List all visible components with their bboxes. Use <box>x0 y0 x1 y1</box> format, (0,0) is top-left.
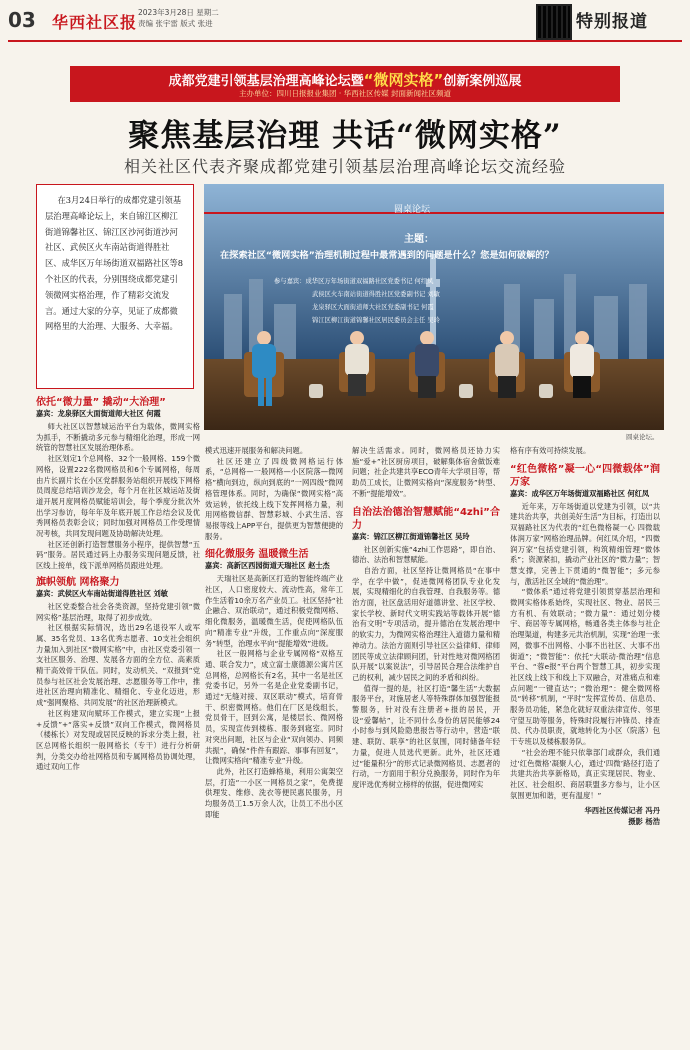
column-3 <box>352 446 500 791</box>
paragraph: 社区划定1个总网格、32个一般网格、159个微网格，设置222名微网格员和6个专属网格，每周由片长副片长在小区党群服务站组织开展线下网格员周度总结培训沙龙会，每个月在社区城运站及街道开展月度网格员赋能培训会，每个季度分批次外出学习参访，每年年及年底开展工作总结会议及优秀网格员表彰会议；同时加强对网格员工作受理情况考核，共同发现问题及协助解决处理。 <box>36 454 200 539</box>
paragraph: 师大社区以智慧城运治平台为载体，微网实格为抓手，不断撬动多元参与精细化治理，形成一网统管的智慧社区发展治理体系。 <box>36 422 200 453</box>
paragraph: 此外，社区打造蜂格巢，利用公寓架空层，打造“一小区一网格员之家”，免费提供理发、维修、洗衣等便民惠民服务，月均服务员工1.5万余人次，让员工不出小区即能 <box>205 766 343 819</box>
header-rule <box>8 40 682 42</box>
section-title: 细化微服务 温暖微生活 <box>205 549 309 561</box>
paragraph: 社区党委整合社会各类资源，坚持党建引领“微网实格”基层治理，取得了初步成效。 <box>36 601 200 622</box>
section-byline: 嘉宾：龙泉驿区大面街道师大社区 何霞 <box>36 409 161 418</box>
section-title: 旗帜领航 网格聚力 <box>36 576 120 588</box>
issue-editors: 责编 张宇雷 版式 张进 <box>138 19 213 28</box>
intro-box: 在3月24日举行的成都党建引领基层治理高峰论坛上，来自锦江区柳江街道锦馨社区、锦江区沙河街道沙河社区、武侯区火车南站街道得胜社区、成华区万年场街道双福路社区等8个社区的代表，分别围绕成都党建引领微网实格治理，作了精彩交流发言。通过大家的分享，见证了成都微网格里的大治理、大服务、大幸福。 <box>36 184 194 389</box>
section-byline: 嘉宾：武侯区火车南站街道得胜社区 刘敏 <box>36 588 168 598</box>
section-byline: 嘉宾：高新区西园街道天瑞社区 赵士杰 <box>205 561 330 571</box>
screen-participant-line: 锦江区柳江街道锦馨社区居民委员会主任 吴玲 <box>312 317 440 324</box>
issue-date: 2023年3月28日 星期二 <box>138 8 219 17</box>
screen-participant-line: 武侯区火车南站街道得胜社区党委副书记 刘敏 <box>312 291 440 298</box>
column-1 <box>36 396 200 773</box>
section-byline: 嘉宾：成华区万年场街道双福路社区 何红凤 <box>510 488 650 498</box>
main-headline: 聚焦基层治理 共话“微网实格” <box>128 118 562 154</box>
screen-participant-line: 龙泉驿区大面街道师大社区党委副书记 何霞 <box>312 304 434 311</box>
column-2 <box>205 446 343 821</box>
paragraph: 模式迅速开展服务和解决问题。 <box>205 446 308 455</box>
screen-theme-label: 主题： <box>404 234 434 245</box>
paragraph: 社区一般网格与企业专属网格“双格互通、联合发力”，成立富士康德源公寓片区总网格，总网格长有2名，其中一名是社区党委书记，另外一名是企业党委副书记，通过“无缝对接、双区联动”模式，培育骨干、织密微网格。他们在厂区是线组长，党员骨干，回到公寓，是楼层长、微网格员，实现宣传到楼栋、服务到寝室。同时对突出问题，社区与企业“双向领办、同频共振”，确保“件件有跟踪、事事有回复”，让微网实格向“精准专业”升级。 <box>205 649 343 766</box>
paragraph: 自治方面，社区坚持让微网格员“在事中学，在学中做”，促进微网格团队专业化发展，实现精细化的自我管理、自我服务等。德治方面，社区盘活用好道德讲堂、社区学校、家长学校、新时代文明实践站等载体开展“德治有文明”专项活动，提升德治在发展治理中的软实力，为微网实格治理注入道德力量和精神动力。法治方面则引导社区公益律师、律师团民等成立法律顾问团，针对性地对微网格团队开展“以案说法”，引导居民合理合法维护自己的权利，减少居民之间的矛盾和纠纷。 <box>352 565 500 682</box>
screen-question: 在探索社区“微网实格”治理机制过程中最常遇到的问题是什么？您是如何破解的？ <box>220 250 554 261</box>
newspaper-name: 华西社区报 <box>52 13 138 32</box>
paragraph: “社会治理不能只依靠部门或群众，我们通过‘红色微格’凝聚人心，通过‘四微’路径打造了共建共治共享新格局，真正实现居民、物业、社区、社会组织、商居联盟多方参与，让小区氛围更加和谐，更有温度！” <box>510 747 660 800</box>
section-title: 自治法治德治智慧赋能“4zhi”合力 <box>352 506 500 531</box>
banner-title-suffix: 创新案例巡展 <box>443 74 522 89</box>
paragraph: 近年来，万年场街道以党建为引领，以“共建共治共享，共创美好生活”为目标，打造出以双福路社区为代表的“红色微格凝一心 四微载体润万家”网格治理品牌。何红凤介绍，“四微润万家”包括党建引领，构筑精细管理“微体系”；资源紧扣，撬动产业社区的“微力量”；智慧支撑，完善上下贯通的“微智能”；多元参与，激活社区全域的“微治理”。 <box>510 501 660 586</box>
section-title: 依托“微力量” 撬动“大治理” <box>36 397 166 408</box>
section-title: “红色微格”凝一心“四微载体”润万家 <box>510 463 660 488</box>
paragraph: 社区创新实施“4zhi工作思路”，即自治、德治、法治和智慧赋能。 <box>352 544 500 565</box>
issue-meta <box>138 7 219 29</box>
paragraph: 社区还建立了四级微网格运行体系，“总网格—一般网格—小区院落—微网格”横向到边，纵向到底的“一网四级”微网格管理体系。同时，为确保“微网实格”高效运转，依托线上线下发挥网格力量，利用网格微信群、智慧彩城、小武生活、容易报等线上APP平台，提供更为智慧便捷的服务。 <box>205 456 343 541</box>
photographer-credit: 摄影 杨浩 <box>628 817 660 827</box>
paragraph: “微体系”通过将党建引领贯穿基层治理和微网实格体系始终，实现社区、物业、居民三方有机、有效联动；“微力量”：通过划分楼宇、商居等专属网格，畅通各类主体参与社企治理渠道，构建多元共治机制，实现“治理一张网，微事不出网格、小事不出社区、大事不出街道”；“微智能”：依托“大联动·微治理”信息平台、“蓉e报”平台两个智慧工具，初步实现社区线上线下和线上下双融合，对准痛点和难点问题“一键直达”；“微治理”：健全微网格员“转移”机制，“平时”发挥宣传员、信息员、服务员功能，紧急化就好双重法律宣传、邻里守望互助等服务，特殊时段履行冲锋员、排查员、代办员职责，就地转化为小区（院落）包干专班以及楼栋服务队。 <box>510 587 660 747</box>
column-4 <box>510 446 660 827</box>
paragraph: 社区构建双向赋环工作模式，建立实现“上报+反馈”+“落实+反馈”双向工作模式，微网格员（楼栋长）对发现或居民反映的诉求分类上报，社区总网格长组织一般网格长（专干）进行分析研判，分类交办给社网格员和专属网格员协调处理，通过双向工作 <box>36 708 200 772</box>
banner-organizers: 主办单位：四川日报报业集团 · 华西社区传媒 封面新闻社区频道 <box>238 89 452 98</box>
paragraph: 值得一提的是，社区打造“馨生活”大数据服务平台，对施居老人等特殊群体加强智能报警服务，针对没有注册者+报的居民，开设“爱馨帖”，让不同什么身份的居民能够24小时参与到风险隐患报告等行动中，营造“联建、联防、联享”的社区氛围，同时储备年轻力量，促进人员选代更新。此外，社区还通过“能量积分”的形式记录微网格员、志愿者的行动，一方面用于积分兑换服务，同时作为年度评选优秀树立榜样的依据，促进微网实 <box>352 683 500 789</box>
photo-caption: 圆桌论坛。 <box>626 433 659 441</box>
page-number: 03 <box>8 8 36 32</box>
paragraph: 天瑞社区是高新区打造的智能终端产业社区，人口密度较大、流动性高，常年工作生活着10余万名产业员工。社区坚持“社企融合、双治联动”，通过积极党微网格、细化微服务，温暖微生活，促使网格队伍向“精准专业”升级，工作重点向“深度服务”转型，治理水平向“提能增效”进级。 <box>205 574 343 648</box>
event-banner <box>70 66 620 102</box>
qr-code-icon <box>536 4 572 40</box>
section-label: 特别报道 <box>576 12 648 32</box>
banner-title-prefix: 成都党建引领基层治理高峰论坛暨 <box>168 74 364 89</box>
paragraph: 社区还创新打造智慧服务小程序，提供智慧“五码”服务。居民通过码上办服务实现问题反馈，社区线上接单，线下派单网格员跟进处理。 <box>36 539 200 571</box>
paragraph: 解决生活需求。同时，微网格员还协力实施“爱+”社区厨房项目，破解集体宿舍做饭难问题；社企共建共享ECO青年大学项目等，帮助员工成长，让微网实格向“深度服务”转型、不断“提能增效”。 <box>352 446 500 498</box>
screen-participant-line: 参与嘉宾：成华区万年场街道双福路社区党委书记 何红凤 <box>274 278 434 285</box>
subheadline: 相关社区代表齐聚成都党建引领基层治理高峰论坛交流经验 <box>123 157 566 176</box>
forum-photo-illustration <box>204 184 664 430</box>
paragraph: 格有序有效可持续发展。 <box>510 446 591 455</box>
section-byline: 嘉宾：锦江区柳江街道锦馨社区 吴玲 <box>352 531 470 541</box>
screen-heading: 圆桌论坛 <box>394 205 431 215</box>
forum-photo <box>204 184 664 430</box>
banner-title-highlight: “微网实格” <box>363 71 444 89</box>
paragraph: 社区根据实际情况，选出29名退役军人或军属、35名党员、13名优秀志愿者、10支社会组织力量加入到社区“微网实格”中，由社区党委引领一支社区服务、治理、发展各方面的全方位、高素质精干高效骨干队伍。同时，发动机关、“双报到”党员参与社区社会发展治理、志愿服务等工作中，推进社区治理向精准化、精细化、专业化迈进，形成“强网聚格、共同发展”的社区治理新模式。 <box>36 623 200 708</box>
reporter-credit: 华西社区传媒记者 冯丹 <box>584 806 660 816</box>
banner-title <box>70 69 620 90</box>
